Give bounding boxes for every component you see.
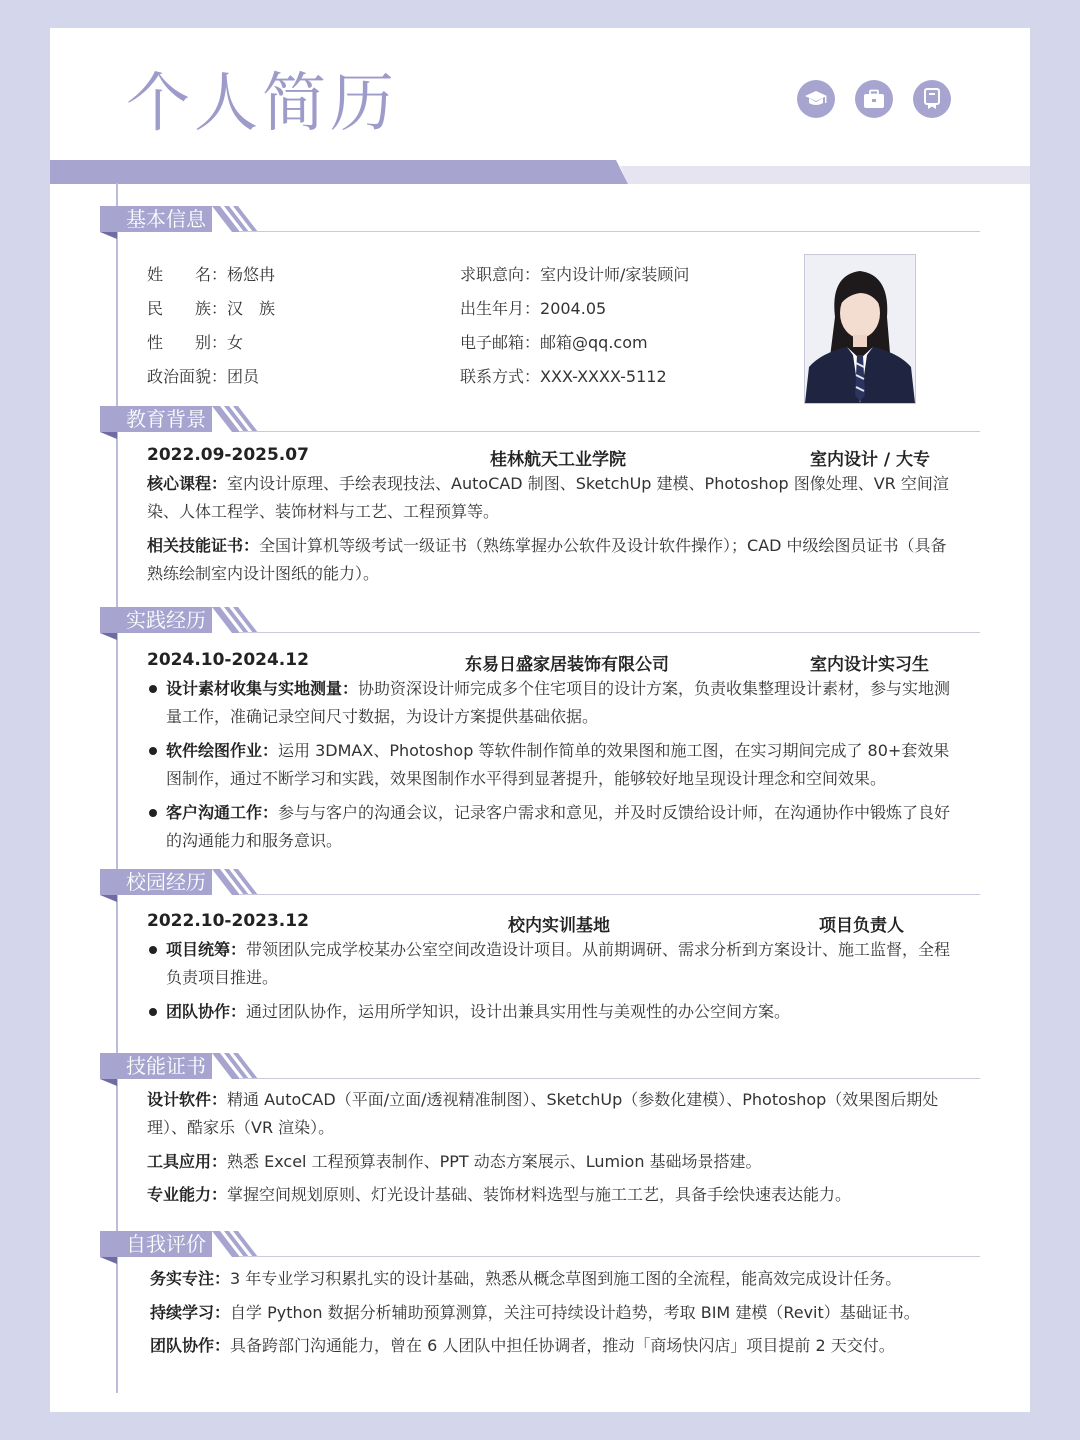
self-eval-item: 务实专注：3 年专业学习积累扎实的设计基础，熟悉从概念草图到施工图的全流程，能高效完成设计任务。 (150, 1269, 902, 1288)
education-school: 桂林航天工业学院 (490, 450, 626, 470)
info-birth: 出生年月：2004.05 (460, 299, 607, 318)
timeline-line (116, 183, 118, 1393)
stripes-decoration (212, 206, 262, 232)
stripes-decoration (212, 1231, 262, 1257)
list-item: 项目统筹：带领团队完成学校某办公室空间改造设计项目。从前期调研、需求分析到方案设计、施工监督，全程负责项目推进。 (147, 936, 959, 992)
section-education (100, 406, 980, 436)
section-title: 教育背景 (100, 406, 212, 432)
info-ethnic: 民 族：汉 族 (147, 299, 276, 318)
education-period: 2022.09-2025.07 (147, 445, 309, 465)
education-courses: 核心课程：室内设计原理、手绘表现技法、AutoCAD 制图、SketchUp 建模、Photoshop 图像处理、VR 空间渲染、人体工程学、装饰材料与工艺、工程预算等。 (147, 474, 949, 521)
info-political: 政治面貌：团员 (147, 367, 260, 386)
practice-period: 2024.10-2024.12 (147, 650, 309, 670)
campus-org: 校内实训基地 (508, 916, 610, 936)
info-email: 电子邮箱：邮箱@qq.com (460, 333, 648, 352)
info-name: 姓 名：杨悠冉 (147, 265, 276, 284)
stripes-decoration (212, 1053, 262, 1079)
education-certs: 相关技能证书：全国计算机等级考试一级证书（熟练掌握办公软件及设计软件操作）；CAD 中级绘图员证书（具备熟练绘制室内设计图纸的能力）。 (147, 536, 947, 583)
education-major: 室内设计 / 大专 (810, 450, 931, 470)
skill-item: 工具应用：熟悉 Excel 工程预算表制作、PPT 动态方案展示、Lumion 基础场景搭建。 (147, 1152, 762, 1171)
section-title: 基本信息 (100, 206, 212, 232)
self-eval-item: 团队协作：具备跨部门沟通能力，曾在 6 人团队中担任协调者，推动「商场快闪店」项目提前 2 天交付。 (150, 1336, 895, 1355)
info-gender: 性 别：女 (147, 333, 244, 352)
graduation-cap-icon (797, 80, 835, 118)
info-intent: 求职意向：室内设计师/家装顾问 (460, 265, 690, 284)
practice-company: 东易日盛家居装饰有限公司 (465, 655, 669, 675)
practice-role: 室内设计实习生 (810, 655, 929, 675)
section-skills (100, 1053, 980, 1083)
section-title: 技能证书 (100, 1053, 212, 1079)
section-practice (100, 607, 980, 637)
badge-icon (913, 80, 951, 118)
page-title: 个人简历 (126, 67, 398, 141)
section-basic-info (100, 206, 980, 236)
stripes-decoration (212, 607, 262, 633)
campus-period: 2022.10-2023.12 (147, 911, 309, 931)
section-campus (100, 869, 980, 899)
section-title: 实践经历 (100, 607, 212, 633)
section-title: 校园经历 (100, 869, 212, 895)
stripes-decoration (212, 869, 262, 895)
campus-role: 项目负责人 (819, 916, 904, 936)
briefcase-icon (855, 80, 893, 118)
self-eval-item: 持续学习：自学 Python 数据分析辅助预算测算，关注可持续设计趋势，考取 BIM 建模（Revit）基础证书。 (150, 1303, 920, 1322)
section-self-eval (100, 1231, 980, 1261)
list-item: 团队协作：通过团队协作，运用所学知识，设计出兼具实用性与美观性的办公空间方案。 (147, 998, 959, 1026)
info-phone: 联系方式：XXX-XXXX-5112 (460, 367, 667, 386)
stripes-decoration (212, 406, 262, 432)
profile-photo (804, 254, 916, 404)
section-title: 自我评价 (100, 1231, 212, 1257)
list-item: 设计素材收集与实地测量：协助资深设计师完成多个住宅项目的设计方案，负责收集整理设计素材，参与实地测量工作，准确记录空间尺寸数据，为设计方案提供基础依据。 (147, 675, 959, 731)
list-item: 软件绘图作业：运用 3DMAX、Photoshop 等软件制作简单的效果图和施工图，在实习期间完成了 80+套效果图制作，通过不断学习和实践，效果图制作水平得到显著提升，能够较好地呈现设计理念和空间效果。 (147, 737, 959, 793)
header-band (50, 158, 1030, 186)
list-item: 客户沟通工作：参与与客户的沟通会议，记录客户需求和意见，并及时反馈给设计师，在沟通协作中锻炼了良好的沟通能力和服务意识。 (147, 799, 959, 855)
skill-item: 专业能力：掌握空间规划原则、灯光设计基础、装饰材料选型与施工工艺，具备手绘快速表达能力。 (147, 1185, 852, 1204)
resume-page (50, 28, 1030, 1412)
skill-item: 设计软件：精通 AutoCAD（平面/立面/透视精准制图）、SketchUp（参数化建模）、Photoshop（效果图后期处理）、酷家乐（VR 渲染）。 (147, 1090, 939, 1137)
